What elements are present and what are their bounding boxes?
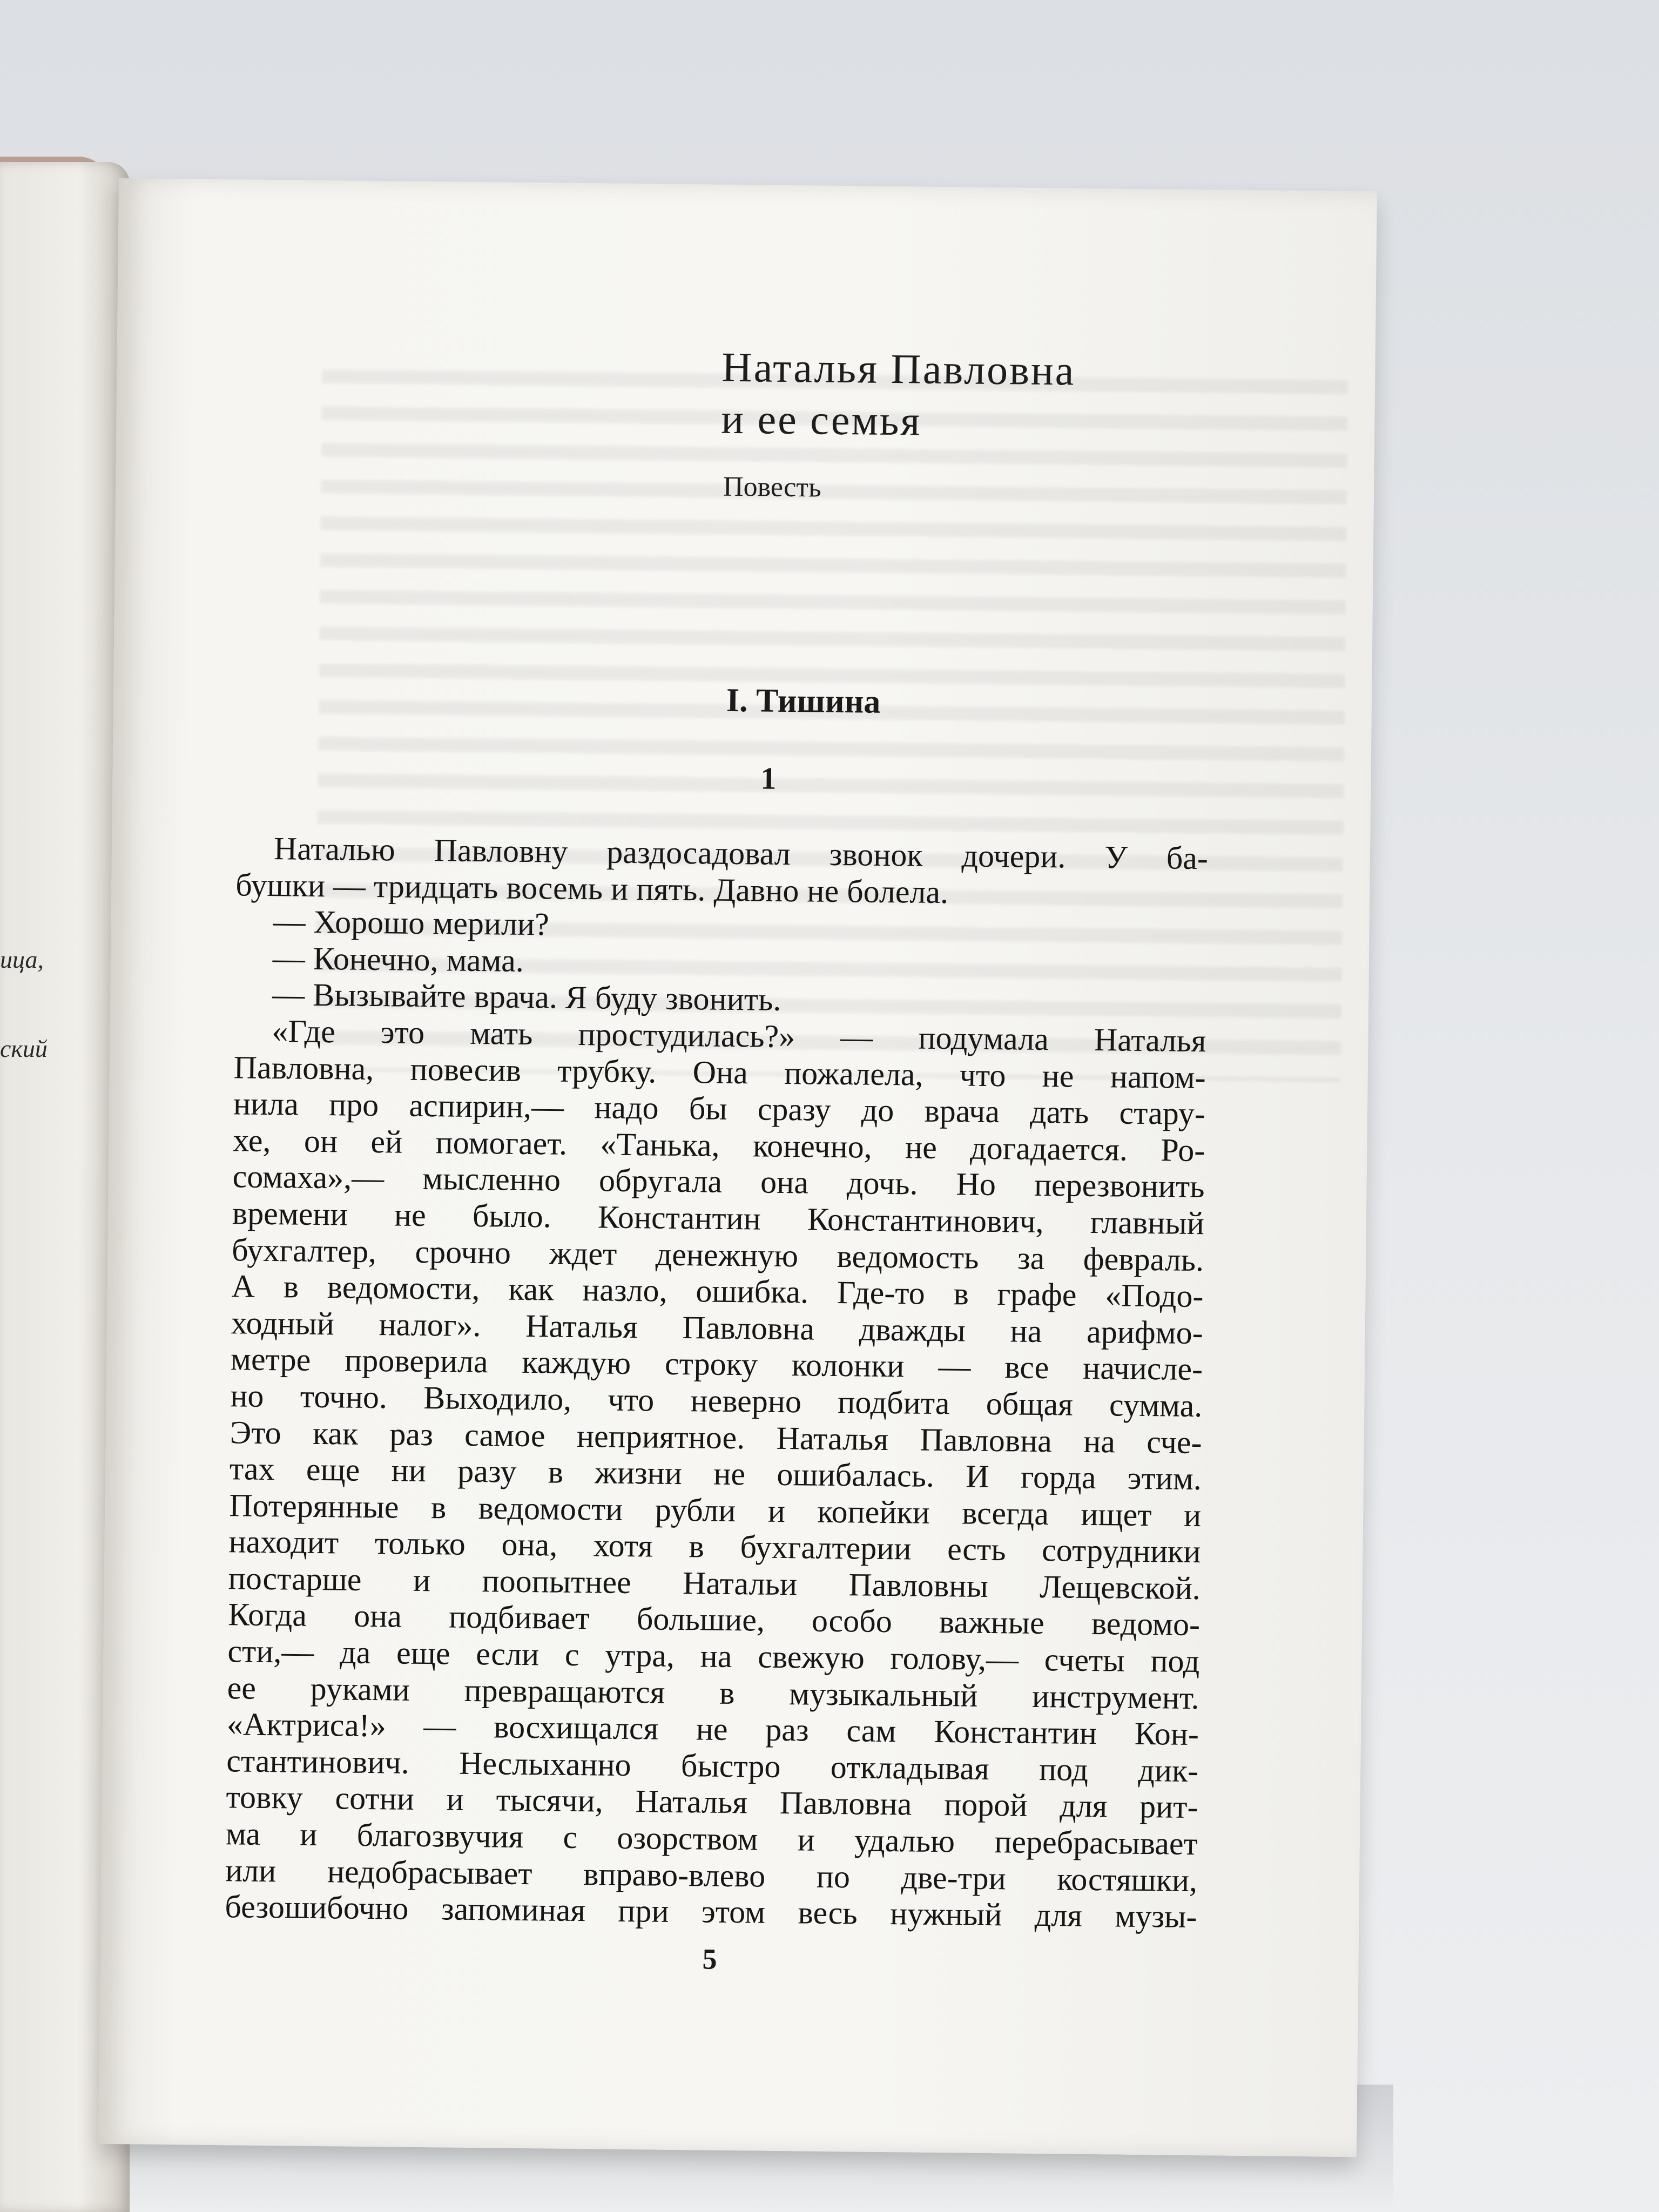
text-line: времени не было. Константин Константинович, главный xyxy=(232,1195,1205,1242)
text-line: ма и благозвучия с озорством и удалью перебрасывает xyxy=(225,1816,1198,1862)
left-page-fragment-2: ский xyxy=(0,1035,48,1062)
text-line: безошибочно запоминая при этом весь нужный для музы- xyxy=(225,1889,1197,1935)
text-line: бушки — тридцать восемь и пять. Давно не болела. xyxy=(235,866,949,910)
text-line: сти,— да еще если с утра, на свежую голову,— счеты под xyxy=(227,1633,1200,1680)
text-line: бухгалтер, срочно ждет денежную ведомость за февраль. xyxy=(231,1231,1204,1278)
text-line: А в ведомости, как назло, ошибка. Где-то в графе «Подо- xyxy=(231,1268,1204,1314)
text-line: метре проверила каждую строку колонки — все начисле- xyxy=(230,1341,1203,1387)
text-line: Это как раз самое неприятное. Наталья Павловна на сче- xyxy=(230,1414,1202,1460)
text-line: — Конечно, мама. xyxy=(272,940,524,979)
text-line: «Актриса!» — восхищался не раз сам Константин Кон- xyxy=(226,1706,1199,1752)
text-line: находит только она, хотя в бухгалтерии есть сотрудники xyxy=(228,1523,1201,1570)
text-line: «Где это мать простудилась?» — подумала Наталья xyxy=(272,1013,1206,1059)
chapter-heading: I. Тишина xyxy=(726,682,881,720)
text-line: тах еще ни разу в жизни не ошибалась. И горда этим. xyxy=(229,1451,1202,1497)
text-line: Павловна, повесив трубку. Она пожалела, что не напом- xyxy=(233,1049,1206,1095)
section-number: 1 xyxy=(760,760,777,796)
text-line: постарше и поопытнее Натальи Павловны Лещевской. xyxy=(228,1560,1201,1606)
text-line: — Вызывайте врача. Я буду звонить. xyxy=(272,976,781,1018)
text-line: или недобрасывает вправо-влево по две-три костяшки, xyxy=(225,1852,1198,1898)
text-line: хе, он ей помогает. «Танька, конечно, не догадается. Ро- xyxy=(233,1122,1205,1168)
right-page xyxy=(98,178,1377,2157)
text-line: но точно. Выходило, что неверно подбита общая сумма. xyxy=(230,1378,1203,1424)
text-line: Когда она подбивает большие, особо важные ведомо- xyxy=(227,1596,1201,1643)
page-number: 5 xyxy=(702,1943,717,1975)
text-line: товку сотни и тысячи, Наталья Павловна порой для рит- xyxy=(226,1779,1198,1825)
text-line: сомаха»,— мысленно обругала она дочь. Но перезвонить xyxy=(232,1158,1205,1205)
story-genre: Повесть xyxy=(723,471,822,503)
text-line: стантинович. Неслыханно быстро откладывая под дик- xyxy=(226,1743,1199,1789)
text-line: ее руками превращаются в музыкальный инструмент. xyxy=(227,1669,1199,1716)
text-line: — Хорошо мерили? xyxy=(273,903,550,942)
story-title: Наталья Павловна и ее семья xyxy=(720,343,1076,444)
left-page-fragment-1: ица, xyxy=(0,946,44,973)
text-line: ходный налог». Наталья Павловна дважды на арифмо- xyxy=(231,1305,1204,1351)
text-line: Потерянные в ведомости рубли и копейки всегда ищет и xyxy=(228,1487,1202,1533)
text-line: нила про аспирин,— надо бы сразу до врача дать стару- xyxy=(233,1085,1206,1132)
text-line: Наталью Павловну раздосадовал звонок дочери. У ба- xyxy=(273,831,1209,876)
body-text xyxy=(225,830,1208,1936)
